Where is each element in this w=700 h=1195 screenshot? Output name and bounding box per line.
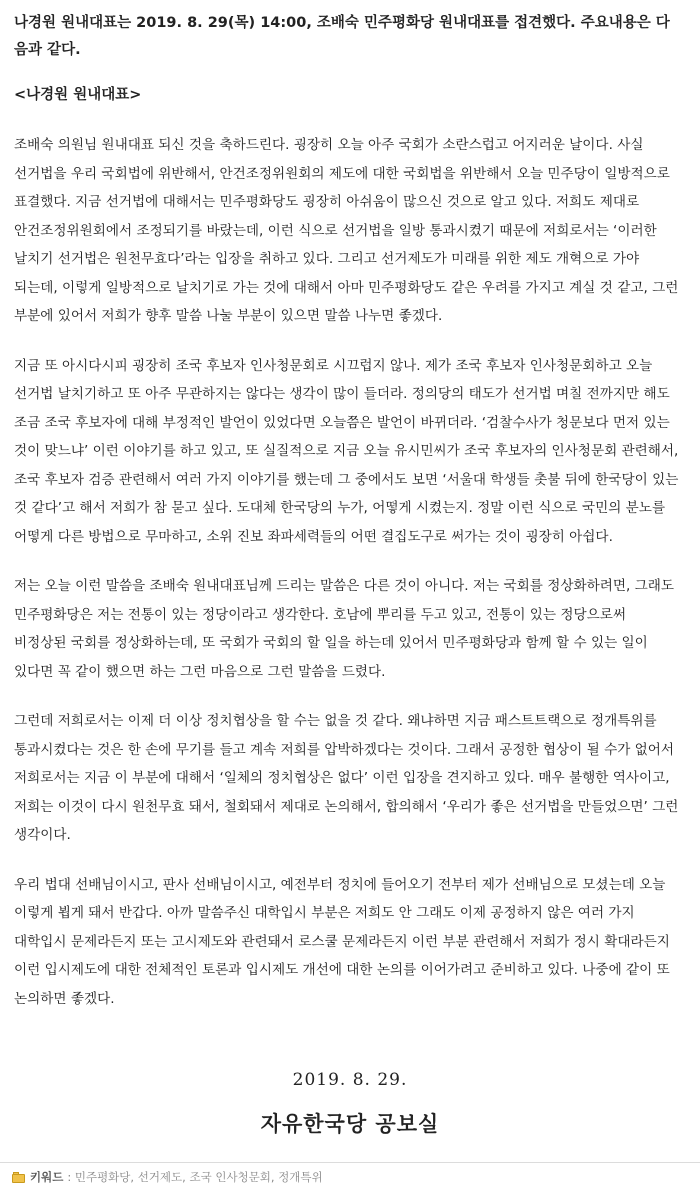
body-paragraph-5: 우리 법대 선배님이시고, 판사 선배님이시고, 예전부터 정치에 들어오기 전부터 제가 선배님으로 모셨는데 오늘 이렇게 뵙게 돼서 반갑다. 아까 말씀주신 대학입시 부분은 저희도 안 그래도 이제 공정하지 않은 여러 가지 대학입시 문제라든지 또는 고시제도와 관련돼서 로스쿨 문제라든지 이런 부분 관련해서 저희가 정시 확대라든지 이런 입시제도에 대한 전체적인 토론과 입시제도 개선에 대한 논의를 이어가려고 준비하고 있다. 나중에 같이 또 논의하면 좋겠다.	[14, 876, 670, 1007]
keyword-footer	[0, 1162, 700, 1195]
lead-sentence: 나경원 원내대표는 2019. 8. 29(목) 14:00, 조배숙 민주평화당 원내대표를 접견했다. 주요내용은 다음과 같다.	[14, 15, 670, 58]
speaker-heading: <나경원 원내대표>	[14, 87, 142, 103]
body-paragraph-4: 그런데 저희로서는 이제 더 이상 정치협상을 할 수는 없을 것 같다. 왜냐하면 지금 패스트트랙으로 정개특위를 통과시켰다는 것은 한 손에 무기를 들고 계속 저희를 압박하겠다는 것이다. 그래서 공정한 협상이 될 수가 없어서 저희로서는 지금 이 부분에 대해서 ‘일체의 정치협상은 없다’ 이런 입장을 견지하고 있다. 매우 불행한 역사이고, 저희는 이것이 다시 원천무효 돼서, 철회돼서 제대로 논의해서, 합의해서 ‘우리가 좋은 선거법을 만들었으면’ 그런 생각이다.	[14, 713, 679, 843]
folder-icon	[12, 1172, 26, 1183]
keyword-list[interactable]: : 민주평화당, 선거제도, 조국 인사청문회, 정개특위	[67, 1170, 323, 1184]
keyword-row	[12, 1169, 323, 1185]
issuing-office: 자유한국당 공보실	[260, 1112, 440, 1136]
keyword-label: 키워드	[30, 1170, 64, 1184]
release-date: 2019. 8. 29.	[292, 1070, 408, 1090]
body-paragraph-3: 저는 오늘 이런 말씀을 조배숙 원내대표님께 드리는 말씀은 다른 것이 아니다. 저는 국회를 정상화하려면, 그래도 민주평화당은 저는 전통이 있는 정당이라고 생각한다. 호남에 뿌리를 두고 있고, 전통이 있는 정당으로써 비정상된 국회를 정상화하는데, 또 국회가 국회의 할 일을 하는데 있어서 민주평화당과 함께 할 수 있는 일이 있다면 꼭 같이 했으면 하는 그런 마음으로 그런 말씀을 드렸다.	[14, 578, 675, 680]
body-paragraph-1: 조배숙 의원님 원내대표 되신 것을 축하드린다. 굉장히 오늘 아주 국회가 소란스럽고 어지러운 날이다. 사실 선거법을 우리 국회법에 위반해서, 안건조정위원회의 제도에 대한 국회법을 위반해서 오늘 민주당이 일방적으로 표결했다. 지금 선거법에 대해서는 민주평화당도 굉장히 아쉬움이 많으신 것으로 알고 있다. 저희도 제대로 안건조정위원회에서 조정되기를 바랐는데, 이런 식으로 선거법을 일방 통과시켰기 때문에 저희로서는 ‘이러한 날치기 선거법은 원천무효다’라는 입장을 취하고 있다. 그리고 선거제도가 미래를 위한 제도 개혁으로 가야 되는데, 이렇게 일방적으로 날치기로 가는 것에 대해서 아마 민주평화당도 같은 우려를 가지고 계실 것 같고, 그런 부분에 있어서 저희가 향후 말씀 나눌 부분이 있으면 말씀 나누면 좋겠다.	[14, 137, 679, 324]
body-paragraph-2: 지금 또 아시다시피 굉장히 조국 후보자 인사청문회로 시끄럽지 않나. 제가 조국 후보자 인사청문회하고 오늘 선거법 날치기하고 또 아주 무관하지는 않다는 생각이 많이 들더라. 정의당의 태도가 선거법 며칠 전까지만 해도 조금 조국 후보자에 대해 부정적인 발언이 있었다면 오늘쯤은 발언이 바뀌더라. ‘검찰수사가 청문보다 먼저 있는 것이 맞느냐’ 이런 이야기를 하고 있고, 또 실질적으로 지금 오늘 유시민씨가 조국 후보자의 인사청문회 관련해서, 조국 후보자 검증 관련해서 여러 가지 이야기를 했는데 그 중에서도 보면 ‘서울대 학생들 촛불 뒤에 한국당이 있는 것 같다’고 해서 저희가 참 묻고 싶다. 도대체 한국당의 누가, 어떻게 시켰는지. 정말 이런 식으로 국민의 분노를 어떻게 다른 방법으로 무마하고, 소위 진보 좌파세력들의 어떤 결집도구로 써가는 것이 굉장히 아쉽다.	[14, 357, 679, 545]
press-release-body	[14, 10, 682, 1013]
